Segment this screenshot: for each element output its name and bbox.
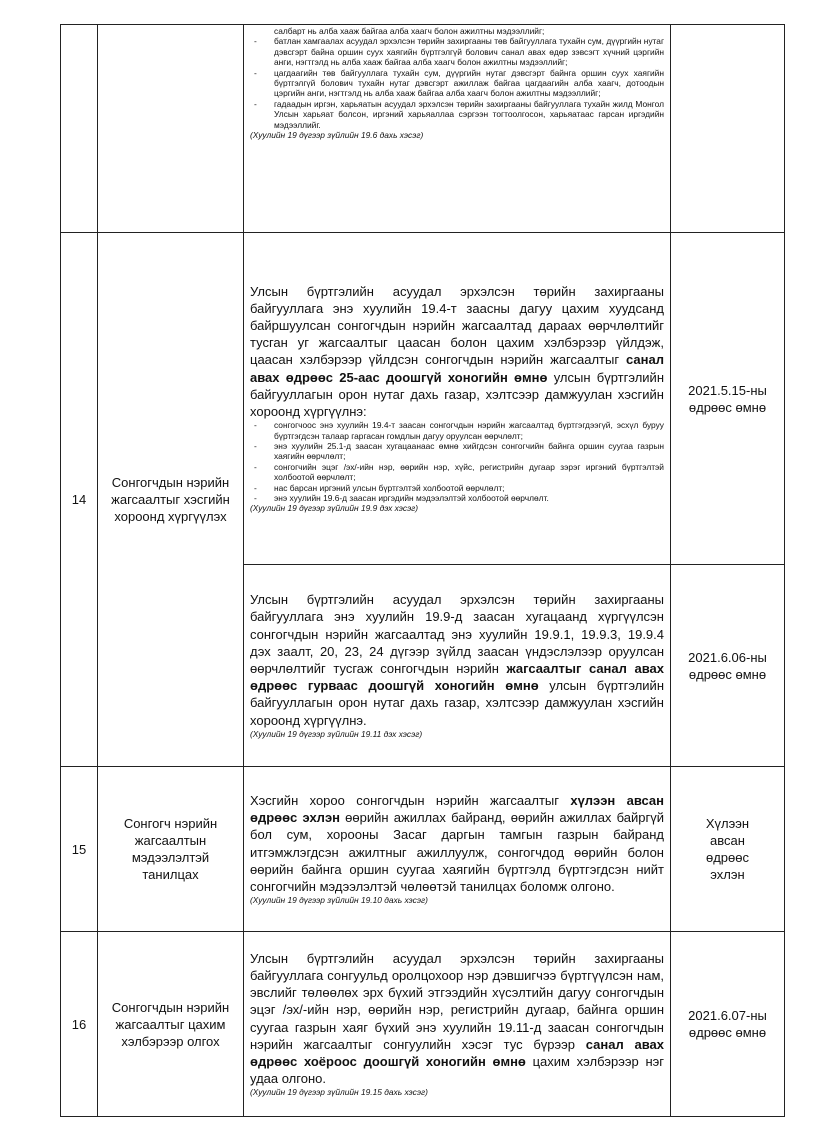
law-reference: (Хуулийн 19 дүгээр зүйлийн 19.6 дахь хэсэг)	[250, 130, 424, 141]
list-item: - сонгогчоос энэ хуулийн 19.4-т заасан сонгогчдын нэрийн жагсаалтад бүртгэгдээгүй, эсхүл буруу бүртгэгдсэн талаар гаргасан гомдлын дагуу оруулсан өөрчлөлт;	[254, 420, 664, 441]
paragraph: Хэсгийн хороо сонгогчдын нэрийн жагсаалтыг хүлээн авсан өдрөөс эхлэн өөрийн ажиллах байранд, өөрийн ажиллах байргүй бол сум, хорооны Засаг даргын тамгын газрын байранд итгэмжлэгдсэн ажилтныг ажиллуулж, сонгогчдод өөрийн болон өөрийн байнга оршин суугаа хаягийн бүртгэлд бүртгэгдсэн нийт сонгогчийн мэдээлэлтэй чөлөөтэй танилцах боломж олгоно.	[250, 792, 665, 894]
list-item: - гадаадын иргэн, харьяатын асуудал эрхэлсэн төрийн захиргааны байгууллага тухайн жилд Монгол Улсын харьяат болсон, иргэний харьяаллаа сэргээн тогтоолгосон, харьяатаас гарсан иргэдийн мэдээллийг.	[254, 98, 664, 130]
dash-bullet-icon: -	[254, 461, 257, 472]
table-row-continuation	[61, 25, 785, 233]
list-item: - сонгогчийн эцэг /эх/-ийн нэр, өөрийн нэр, хүйс, регистрийн дугаар зэрэг иргэний бүртгэлтэй холбоотой өөрчлөлт;	[254, 461, 664, 483]
paragraph: Улсын бүртгэлийн асуудал эрхэлсэн төрийн захиргааны байгууллага энэ хуулийн 19.9-д заасан хугацаанд хүргүүлсэн сонгогчдын нэрийн жагсаалтад энэ хуулийн 19.9.1, 19.9.3, 19.9.4 дэх заалт, 20, 23, 24 дүгээр зүйлд заасан үндэслэлээр оруулсан өөрчлөлтийг тусгаж сонгогчдын нэрийн жагсаалтыг санал авах өдрөөс гурваас доошгүй хоногийн өмнө улсын бүртгэлийн байгууллагын орон нутаг дахь газар, хэлтсээр дамжуулан хэсгийн хороонд хүргүүлнэ.	[250, 592, 664, 728]
list-item: - батлан хамгаалах асуудал эрхэлсэн төрийн захиргааны төв байгууллага тухайн сум, дүүргийн нутаг дэвсгэрт байна оршин суух хаягийн бүртгэлгүй болович санал авах өдөр зэвсэгт хүчний цэргийн анги, нэгтгэлд нь алба хааж байгаа алба хаагч болон ажилтны мэдээллийг;	[254, 36, 664, 68]
list-item: - нас барсан иргэний улсын бүртгэлтэй холбоотой өөрчлөлт;	[254, 482, 505, 493]
row-number: 15	[61, 767, 98, 932]
list-item: - энэ хуулийн 25.1-д заасан хугацаанаас өмнө хийгдсэн сонгогчийн байнга оршин суугаа газрын хаягийн өөрчлөлт;	[254, 441, 664, 462]
dash-bullet-icon: -	[254, 67, 257, 78]
paragraph: Улсын бүртгэлийн асуудал эрхэлсэн төрийн захиргааны байгууллага энэ хуулийн 19.4-т заасны дагуу цахим хуудсанд байршуулсан сонгогчдын нэрийн жагсаалтад дараах өөрчлөлтийг тусган уг жагсаалтыг цаасан болон цахим хэлбэрээр үйлдэж, цаасан хэлбэрээр үйлдсэн сонгогчдын нэрийн жагсаалтыг санал авах өдрөөс 25-аас доошгүй хоногийн өмнө улсын бүртгэлийн байгууллагын орон нутаг дахь газар, хэлтсээр дамжуулан хэсгийн хороонд хүргүүлнэ:	[250, 283, 664, 419]
list-item-lead: салбарт нь алба хааж байгаа алба хаагч болон ажилтны мэдээллийг;	[274, 26, 545, 36]
row-title: Сонгогчдын нэрийн жагсаалтыг хэсгийн хороонд хүргүүлэх	[98, 233, 244, 767]
row-number: 14	[61, 233, 98, 767]
dash-bullet-icon: -	[254, 482, 257, 493]
deadline: 2021.6.06-ны өдрөөс өмнө	[671, 565, 785, 767]
law-reference: (Хуулийн 19 дүгээр зүйлийн 19.15 дахь хэсэг)	[250, 1087, 428, 1098]
bullet-list	[250, 420, 664, 503]
paragraph: Улсын бүртгэлийн асуудал эрхэлсэн төрийн захиргааны байгууллага сонгуульд оролцохоор нэр дэвшигчээ бүртгүүлсэн нам, эвслийг төлөөлөх эрх бүхий этгээдийн хүсэлтийн дагуу сонгогчдын эцэг /эх/-ийн нэр, өөрийн нэр, регистрийн дугаар, байнга оршин суугаа газрын хаяг бүхий энэ хуулийн 19.11-д заасан сонгогчдын нэрийн жагсаалтыг сонгуулийн хэсэг тус бүрээр санал авах өдрөөс хоёроос доошгүй хоногийн өмнө цахим хэлбэрээр нэг удаа олгоно.	[250, 950, 665, 1087]
dash-bullet-icon: -	[254, 36, 257, 47]
deadline: Хүлээн авсан өдрөөс эхлэн	[671, 767, 785, 932]
law-reference: (Хуулийн 19 дүгээр зүйлийн 19.10 дахь хэсэг)	[250, 895, 428, 906]
cell-number	[61, 25, 98, 233]
cell-content	[244, 25, 671, 233]
table-row-14a	[61, 233, 785, 565]
schedule-table	[60, 24, 785, 1117]
dash-bullet-icon: -	[254, 420, 257, 431]
dash-bullet-icon: -	[254, 98, 257, 109]
law-reference: (Хуулийн 19 дүгээр зүйлийн 19.11 дэх хэсэг)	[250, 728, 423, 739]
cell-content	[244, 932, 671, 1117]
cell-content	[244, 767, 671, 932]
list-item: - цагдаагийн төв байгууллага тухайн сум, дүүргийн нутаг дэвсгэрт байнга оршин суух хаягийн бүртгэлгүй болович тухайн нутаг дэвсгэрт ажиллаж байгаа цагдаагийн алба хаагч, дотоодын цэргийн анги, нэгтгэлд нь алба хааж байгаа алба хаагч болон ажилтны мэдээллийг;	[254, 67, 664, 99]
deadline: 2021.5.15-ны өдрөөс өмнө	[671, 233, 785, 565]
law-reference: (Хуулийн 19 дүгээр зүйлийн 19.9 дэх хэсэг)	[250, 503, 419, 514]
row-title: Сонгогчдын нэрийн жагсаалтыг цахим хэлбэрээр олгох	[98, 932, 244, 1117]
cell-content	[244, 565, 671, 767]
row-title: Сонгогч нэрийн жагсаалтын мэдээлэлтэй танилцах	[98, 767, 244, 932]
bullet-list	[250, 36, 664, 130]
table-row-16	[61, 932, 785, 1117]
cell-deadline	[671, 25, 785, 233]
table-row-15	[61, 767, 785, 932]
row-number: 16	[61, 932, 98, 1117]
dash-bullet-icon: -	[254, 441, 257, 451]
deadline: 2021.6.07-ны өдрөөс өмнө	[671, 932, 785, 1117]
list-item: - энэ хуулийн 19.6-д заасан иргэдийн мэдээлэлтэй холбоотой өөрчлөлт.	[254, 493, 549, 504]
cell-title	[98, 25, 244, 233]
cell-content	[244, 233, 671, 565]
dash-bullet-icon: -	[254, 493, 257, 504]
